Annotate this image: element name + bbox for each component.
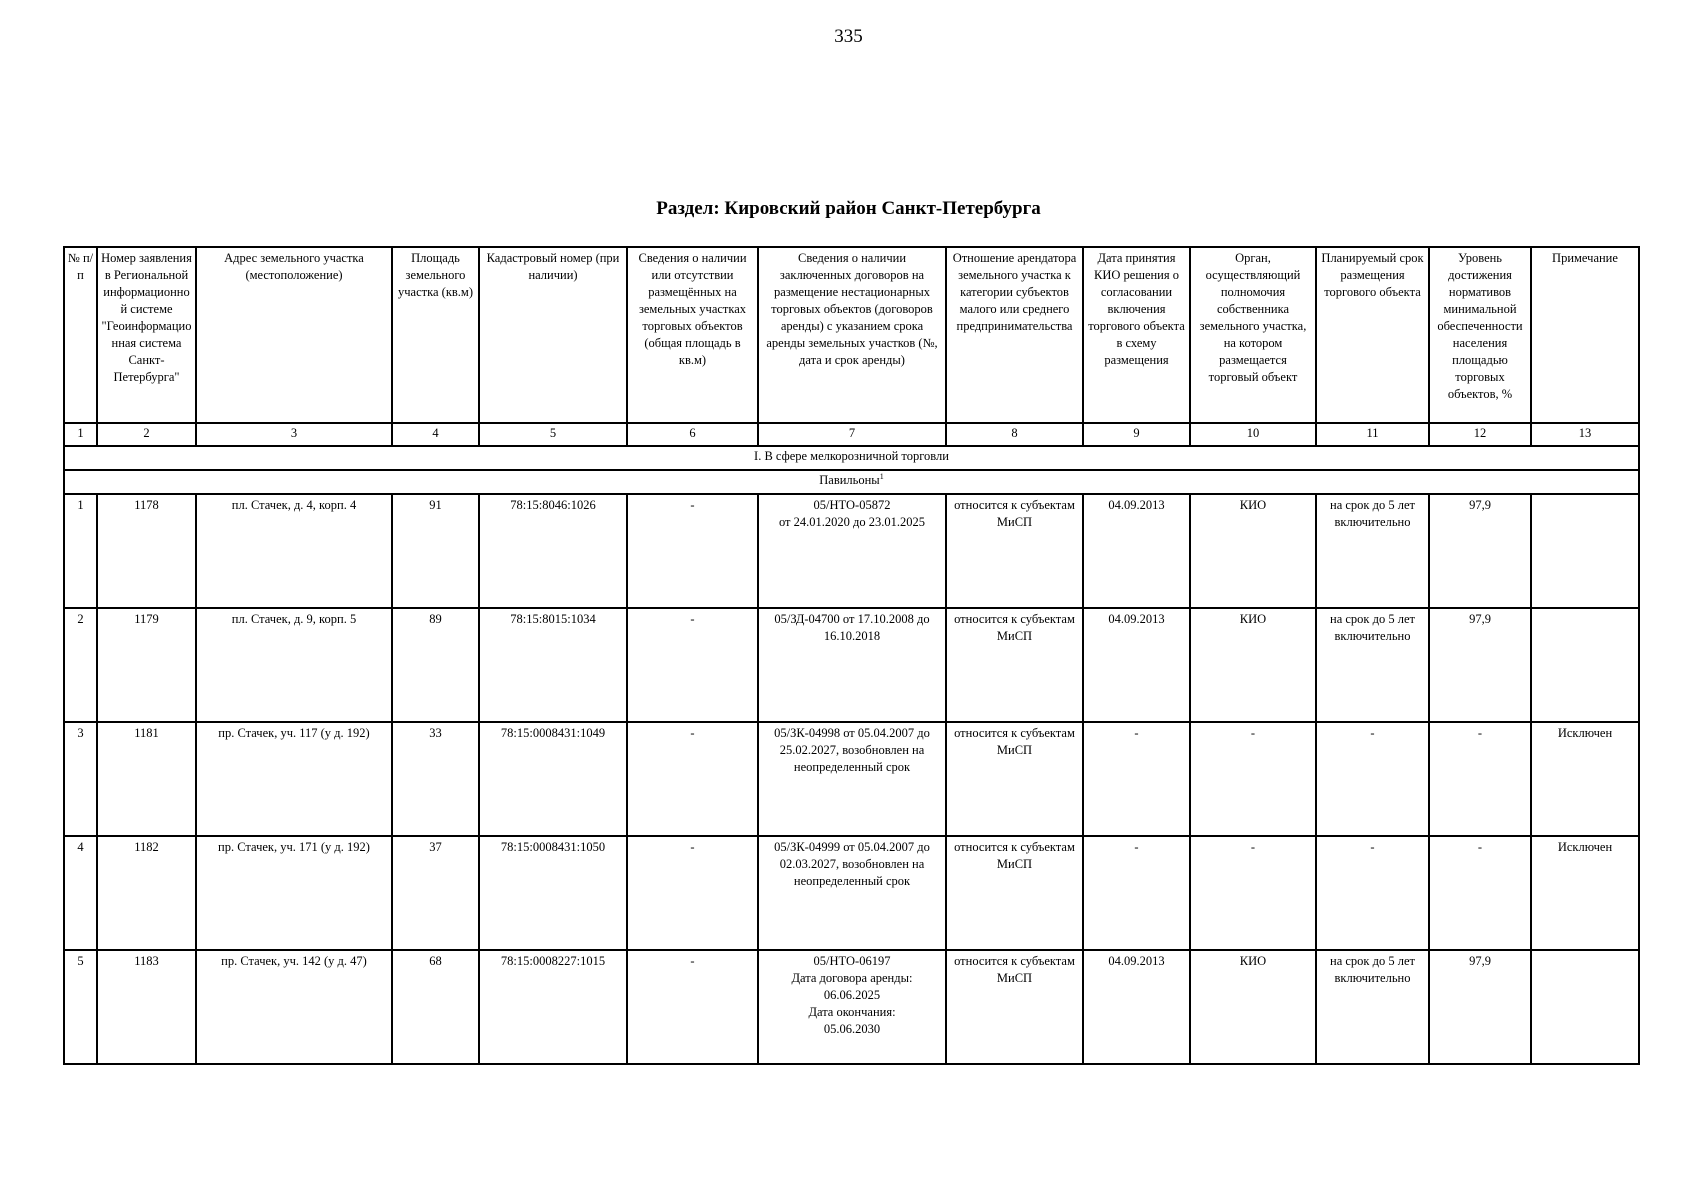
table-row (64, 836, 1639, 950)
table-row (64, 494, 1639, 608)
land-area-cell: 89 (392, 608, 479, 722)
column-number: 1 (64, 423, 97, 446)
application-number-cell: 1178 (97, 494, 196, 608)
row-number-cell: 1 (64, 494, 97, 608)
column-number: 11 (1316, 423, 1429, 446)
existing-objects-cell: - (627, 494, 758, 608)
header-cell: Орган, осуществляющий полномочия собственника земельного участка, на котором размещается торговый объект (1190, 247, 1316, 423)
decision-date-cell: - (1083, 722, 1190, 836)
existing-objects-cell: - (627, 608, 758, 722)
cadastral-number-cell: 78:15:0008431:1049 (479, 722, 627, 836)
decision-date-cell: 04.09.2013 (1083, 494, 1190, 608)
contract-line: от 24.01.2020 до 23.01.2025 (778, 515, 926, 529)
header-row (64, 247, 1639, 423)
lease-contract-cell (758, 836, 946, 950)
lease-contract-cell (758, 608, 946, 722)
header-cell: Площадь земельного участка (кв.м) (392, 247, 479, 423)
contract-line: 06.06.2025 (823, 988, 881, 1002)
lease-contract-cell (758, 950, 946, 1064)
placement-term-cell: на срок до 5 лет включительно (1316, 608, 1429, 722)
note-cell: Исключен (1531, 836, 1639, 950)
row-number-cell: 5 (64, 950, 97, 1064)
note-cell (1531, 950, 1639, 1064)
land-area-cell: 91 (392, 494, 479, 608)
column-number: 2 (97, 423, 196, 446)
provision-level-cell: 97,9 (1429, 950, 1531, 1064)
address-cell: пр. Стачек, уч. 117 (у д. 192) (196, 722, 392, 836)
column-number: 12 (1429, 423, 1531, 446)
column-number: 4 (392, 423, 479, 446)
header-cell: Уровень достижения нормативов минимальной обеспеченности населения площадью торговых объектов, % (1429, 247, 1531, 423)
placement-term-cell: - (1316, 722, 1429, 836)
column-number: 3 (196, 423, 392, 446)
cadastral-number-cell: 78:15:8015:1034 (479, 608, 627, 722)
application-number-cell: 1179 (97, 608, 196, 722)
cadastral-number-cell: 78:15:0008227:1015 (479, 950, 627, 1064)
header-cell: Номер заявления в Региональной информационной системе "Геоинформационная система Санкт-Петербурга" (97, 247, 196, 423)
authority-cell: - (1190, 722, 1316, 836)
column-number: 7 (758, 423, 946, 446)
authority-cell: КИО (1190, 608, 1316, 722)
sme-status-cell: относится к субъектам МиСП (946, 494, 1083, 608)
page-number: 335 (834, 26, 863, 47)
table-row (64, 950, 1639, 1064)
note-cell (1531, 494, 1639, 608)
authority-cell: КИО (1190, 950, 1316, 1064)
provision-level-cell: - (1429, 722, 1531, 836)
note-cell: Исключен (1531, 722, 1639, 836)
provision-level-cell: 97,9 (1429, 608, 1531, 722)
header-cell: Планируемый срок размещения торгового объекта (1316, 247, 1429, 423)
sme-status-cell: относится к субъектам МиСП (946, 950, 1083, 1064)
header-cell: Дата принятия КИО решения о согласовании включения торгового объекта в схему размещения (1083, 247, 1190, 423)
row-number-cell: 2 (64, 608, 97, 722)
header-cell: Адрес земельного участка (местоположение) (196, 247, 392, 423)
provision-level-cell: - (1429, 836, 1531, 950)
application-number-cell: 1182 (97, 836, 196, 950)
placement-term-cell: на срок до 5 лет включительно (1316, 950, 1429, 1064)
decision-date-cell: 04.09.2013 (1083, 950, 1190, 1064)
table-row (64, 608, 1639, 722)
subsection-cell (64, 470, 1639, 494)
lease-contract-cell (758, 722, 946, 836)
header-cell: Сведения о наличии или отсутствии размещённых на земельных участках торговых объектов (общая площадь в кв.м) (627, 247, 758, 423)
sme-status-cell: относится к субъектам МиСП (946, 722, 1083, 836)
column-number: 8 (946, 423, 1083, 446)
column-number: 13 (1531, 423, 1639, 446)
address-cell: пр. Стачек, уч. 171 (у д. 192) (196, 836, 392, 950)
subsection-label: Павильоны (819, 473, 880, 487)
decision-date-cell: - (1083, 836, 1190, 950)
section-row (64, 446, 1639, 470)
register-table (63, 246, 1640, 1065)
decision-date-cell: 04.09.2013 (1083, 608, 1190, 722)
section-label: I. В сфере мелкорозничной торговли (64, 446, 1639, 470)
address-cell: пл. Стачек, д. 9, корп. 5 (196, 608, 392, 722)
authority-cell: - (1190, 836, 1316, 950)
contract-line: 05/ЗД-04700 от 17.10.2008 до 16.10.2018 (774, 612, 930, 643)
sme-status-cell: относится к субъектам МиСП (946, 836, 1083, 950)
address-cell: пр. Стачек, уч. 142 (у д. 47) (196, 950, 392, 1064)
header-cell: № п/п (64, 247, 97, 423)
note-cell (1531, 608, 1639, 722)
contract-line: 05/НТО-05872 (813, 498, 891, 512)
contract-line: 05.06.2030 (823, 1022, 881, 1036)
subsection-row (64, 470, 1639, 494)
contract-line: Дата договора аренды: (791, 971, 913, 985)
cadastral-number-cell: 78:15:8046:1026 (479, 494, 627, 608)
column-number: 6 (627, 423, 758, 446)
row-number-cell: 4 (64, 836, 97, 950)
column-number: 10 (1190, 423, 1316, 446)
placement-term-cell: на срок до 5 лет включительно (1316, 494, 1429, 608)
contract-line: 05/ЗК-04998 от 05.04.2007 до 25.02.2027, возобновлен на неопределенный срок (774, 726, 930, 774)
column-numbers-row (64, 423, 1639, 446)
column-number: 5 (479, 423, 627, 446)
header-cell: Сведения о наличии заключенных договоров на размещение нестационарных торговых объектов (договоров аренды) с указанием срока аренды земельных участков (№, дата и срок аренды) (758, 247, 946, 423)
existing-objects-cell: - (627, 722, 758, 836)
header-cell: Кадастровый номер (при наличии) (479, 247, 627, 423)
sme-status-cell: относится к субъектам МиСП (946, 608, 1083, 722)
existing-objects-cell: - (627, 950, 758, 1064)
placement-term-cell: - (1316, 836, 1429, 950)
application-number-cell: 1183 (97, 950, 196, 1064)
contract-line: 05/ЗК-04999 от 05.04.2007 до 02.03.2027, возобновлен на неопределенный срок (774, 840, 930, 888)
lease-contract-cell (758, 494, 946, 608)
column-number: 9 (1083, 423, 1190, 446)
cadastral-number-cell: 78:15:0008431:1050 (479, 836, 627, 950)
contract-line: 05/НТО-06197 (813, 954, 891, 968)
contract-line: Дата окончания: (808, 1005, 896, 1019)
land-area-cell: 37 (392, 836, 479, 950)
authority-cell: КИО (1190, 494, 1316, 608)
header-cell: Отношение арендатора земельного участка к категории субъектов малого или среднего предпринимательства (946, 247, 1083, 423)
land-area-cell: 33 (392, 722, 479, 836)
row-number-cell: 3 (64, 722, 97, 836)
section-title: Раздел: Кировский район Санкт-Петербурга (656, 198, 1041, 219)
address-cell: пл. Стачек, д. 4, корп. 4 (196, 494, 392, 608)
table-row (64, 722, 1639, 836)
header-cell: Примечание (1531, 247, 1639, 423)
land-area-cell: 68 (392, 950, 479, 1064)
provision-level-cell: 97,9 (1429, 494, 1531, 608)
application-number-cell: 1181 (97, 722, 196, 836)
footnote-marker: 1 (879, 471, 884, 481)
existing-objects-cell: - (627, 836, 758, 950)
